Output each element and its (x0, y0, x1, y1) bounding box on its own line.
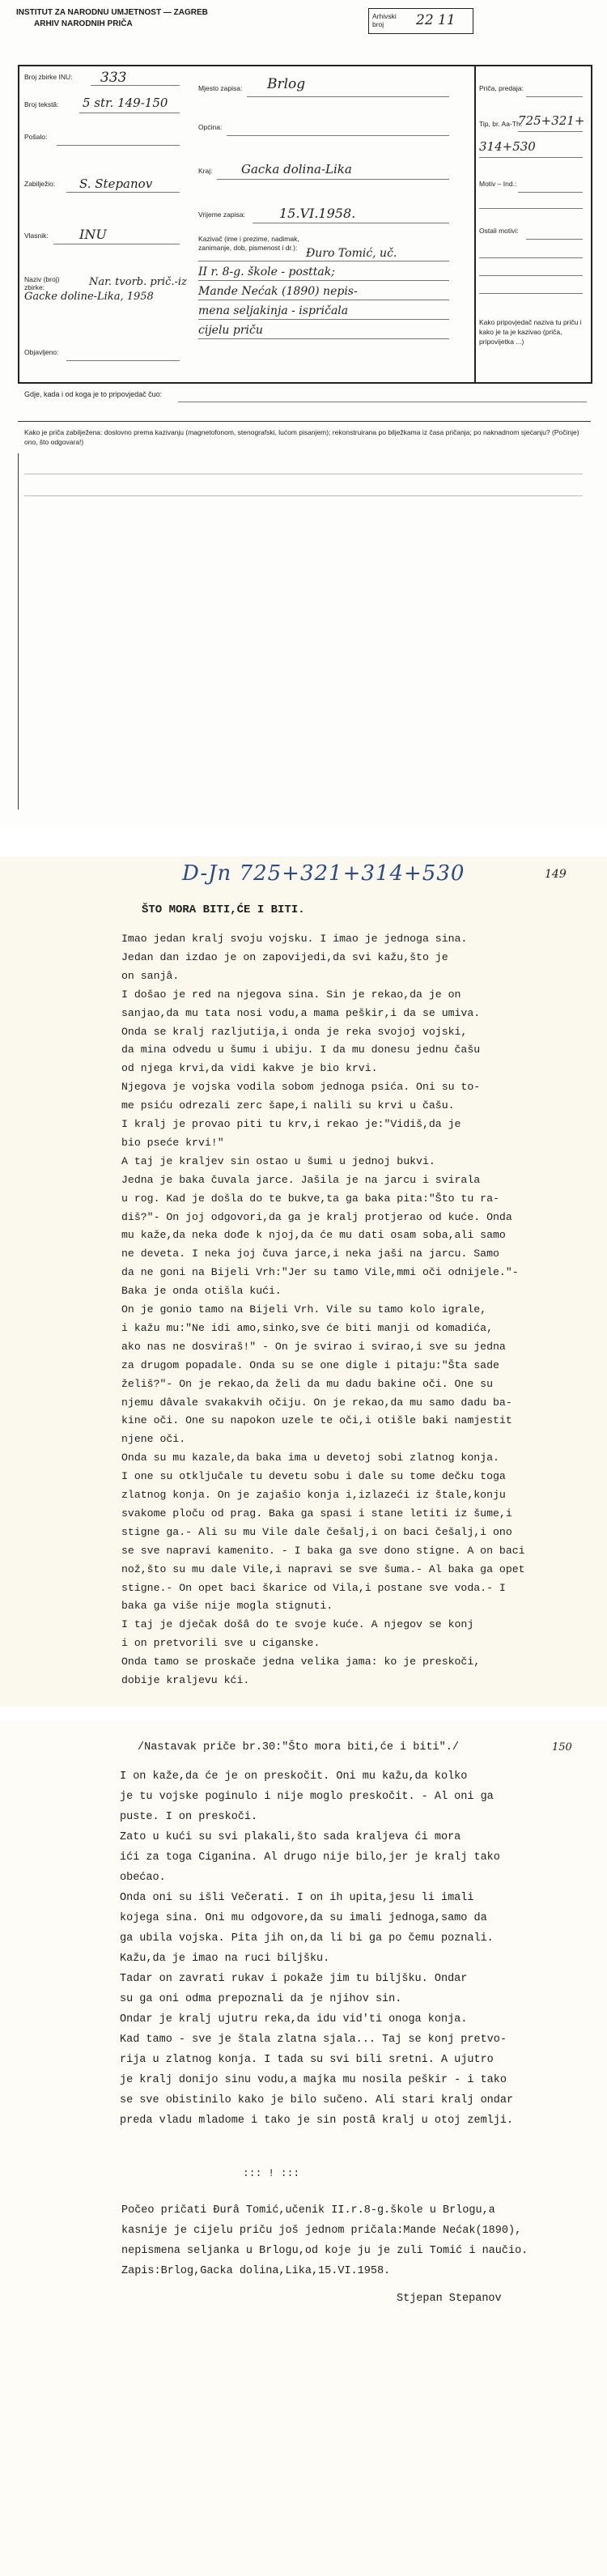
text-line: da ne goni na Bijeli Vrh:"Jer su tamo Vile,mmi oči odnijele."- (121, 1266, 519, 1279)
text-line: je kralj donijo sinu vodu,a majka mu nosila peškir - i tako (120, 2074, 507, 2086)
text-line: dobije kraljevu kći. (121, 1674, 250, 1686)
text-line: za drugom popadale. Onda su se one digle i pitaju:"Šta sade (121, 1358, 499, 1371)
underline (479, 257, 583, 258)
text-line: Kažu,da je imao na ruci biljšku. (120, 1953, 330, 1965)
archive-number-label: Arhivski broj (372, 12, 397, 28)
text-line: sanjao,da mu tata nosi vodu,a mama peškir,i da se umiva. (121, 1006, 481, 1019)
field-value-owner: INU (79, 227, 107, 242)
underline (66, 192, 180, 193)
text-line: Baka je onda otišla kući. (121, 1285, 282, 1298)
archive-name: ARHIV NARODNIH PRIČA (34, 19, 133, 28)
field-value-texts: 5 str. 149-150 (83, 96, 168, 110)
type-annotation: D-Jn 725+321+314+530 (182, 861, 465, 886)
field-label-other-motifs: Ostali motivi: (479, 227, 519, 235)
underline (479, 157, 583, 158)
underline (479, 293, 583, 294)
text-line: I kralj je provao piti tu krv,i rekao je:"Vidiš,da je (121, 1118, 461, 1130)
field-value-type-1: 725+321+ (518, 113, 585, 128)
text-line: nepismena seljanka u Brlogu,od koje ju je zuli Tomić i naučio. (121, 2245, 528, 2257)
page-gap (0, 1707, 607, 1720)
underline (526, 96, 583, 97)
page-number: 150 (552, 1741, 572, 1753)
field-label-collection: Broj zbirke INU: (24, 73, 73, 81)
field-label-collection-name: Naziv (broj) zbirke: (24, 275, 60, 291)
text-line: Onda tamo se proskače jedna velika jama: ko je preskoči, (121, 1656, 481, 1668)
text-line: stigne.- On opet baci škarice od Vila,i postane sve voda.- I (121, 1581, 506, 1594)
text-line: da mina odvedu u šumu i ubiju. I da mu donesu jednu čašu (121, 1044, 481, 1056)
story-page-2 (0, 1720, 607, 2576)
underline (526, 239, 583, 240)
text-line: i on pretvorili sve u ciganske. (121, 1637, 320, 1650)
text-line: Jedna je baka čuvala jarce. Jašila je na jarcu i svirala (121, 1173, 481, 1186)
continuation-heading: /Nastavak priče br.30:"Što mora biti,će i biti"./ (138, 1741, 459, 1753)
text-line: njemu dâvale svakakvih očiju. On je rekao,da mu samo dadu ba- (121, 1396, 512, 1409)
underline (479, 208, 583, 209)
text-line: me psiću odrezali zerc šape,i nalili su krvi u čašu. (121, 1099, 455, 1112)
text-line: Počeo pričati Đurâ Tomić,učenik II.r.8-g.škole u Brlogu,a (121, 2204, 495, 2217)
underline (518, 192, 583, 193)
text-line: kasnije je cijelu priču još jednom pričala:Mande Nećak(1890), (121, 2225, 522, 2237)
text-line: on sanjâ. (121, 969, 180, 982)
text-line: kojega sina. Oni mu odgovore,da su imali jednoga,samo da (120, 1912, 487, 1924)
text-line: ga ubila vojska. Pita jih on,da li bi ga po čemu poznali. (120, 1932, 494, 1945)
text-line: puste. I on preskoči. (120, 1811, 258, 1823)
text-line: Tadar on zavrati rukav i pokaže jim tu biljšku. Ondar (120, 1973, 468, 1985)
field-value-collection-name: Nar. tvorb. prič.-iz Gacke doline-Lika, 1958 (24, 276, 187, 303)
text-line: Ondar je kralj ujutru reka,da idu vid'ti onoga konja. (120, 2013, 468, 2026)
institute-name: INSTITUT ZA NARODNU UMJETNOST — ZAGREB (16, 8, 208, 17)
page-gap (0, 826, 607, 857)
field-label-municipality: Općina: (198, 123, 223, 131)
margin-line (18, 453, 19, 810)
underline (247, 96, 449, 97)
right-column-divider (474, 66, 476, 382)
field-label-recorder: Zabilježio: (24, 180, 56, 188)
narrator-naming-note: Kako pripovjedač naziva tu priču i kako je ta je kazivao (priča, pripovijetka ...) (479, 318, 582, 346)
section-separator: ::: ! ::: (243, 2167, 300, 2179)
text-line: od njega krvi,da vidi kakve je bio krvi. (121, 1062, 378, 1075)
text-line: Onda su mu kazale,da baka ima u devetoj sobi zlatnog konja. (121, 1452, 499, 1464)
narrator-line: cijelu priču (198, 324, 263, 337)
field-label-sent: Pošalo: (24, 133, 48, 141)
field-label-date: Vrijeme zapisa: (198, 210, 245, 219)
text-line: bio pseće krvi!" (121, 1136, 224, 1149)
recording-method-note: Kako je priča zabilježena: doslovno prema kazivanju (magnetofonom, stenografski, lućom pisanjem); rekonstruirana po bilježkama iz časa pričanja; po naknadnom sjećanju? (Počinje) ono, što odgovara!) (24, 428, 579, 446)
narrator-line: mena seljakinja - ispričala (198, 304, 349, 317)
text-line: Njegova je vojska vodila sobom jednoga psića. Oni su to- (121, 1081, 481, 1094)
narrator-line: Đuro Tomić, uč. (306, 247, 397, 260)
archive-card-page (0, 0, 607, 826)
underline (198, 338, 449, 339)
narrator-line: Mande Nećak (1890) nepis- (198, 285, 358, 298)
archive-number-value: 22 11 (416, 12, 456, 28)
field-value-recorder: S. Stepanov (79, 176, 153, 191)
underline (479, 275, 583, 276)
text-line: On je gonio tamo na Bijeli Vrh. Vile su tamo kolo igrale, (121, 1303, 487, 1316)
story-title: ŠTO MORA BITI,ĆE I BITI. (142, 903, 305, 916)
underline (227, 135, 449, 136)
story-page-1 (0, 857, 607, 1707)
underline (66, 360, 180, 361)
text-line: preda vladu mladome i tako je sin postâ kralj u otoj zemlji. (120, 2115, 514, 2127)
text-line: Imao jedan kralj svoju vojsku. I imao je jednoga sina. (121, 933, 468, 945)
field-value-date: 15.VI.1958. (279, 206, 356, 221)
text-line: njene oči. (121, 1433, 186, 1446)
text-line: I taj je dječak došâ do te svoje kuće. A njegov se konj (121, 1618, 474, 1631)
field-value-collection: 333 (100, 70, 127, 86)
text-line: ići za toga Ciganina. Al drugo nije bilo,jer je kralj tako (120, 1851, 500, 1864)
text-line: obećao. (120, 1872, 166, 1884)
field-value-place: Brlog (267, 76, 306, 92)
field-label-type: Tip, br. Aa-Th: (479, 120, 523, 128)
field-label-texts: Broj tekstâ: (24, 100, 59, 108)
text-line: rija u zlatnog konja. I tada su svi bili sretni. A ujutro (120, 2054, 494, 2066)
text-line: su ga oni odma prepoznali da je njihov sin. (120, 1993, 402, 2005)
recorder-signature: Stjepan Stepanov (397, 2293, 502, 2305)
field-label-published: Objavljeno: (24, 348, 59, 356)
archive-number-box (368, 8, 473, 34)
field-label-narrator: Kazivač (ime i prezime, nadimak, zanimanje, dob, pismenost i dr.): (198, 235, 299, 252)
text-line: diš?"- On joj odgovori,da ga je kralj protjerao od kuće. Onda (121, 1210, 512, 1223)
underline (198, 280, 449, 281)
text-line: ne deveta. I neka joj čuva jarce,i neka jaši na jarcu. Samo (121, 1248, 499, 1260)
field-value-region: Gacka dolina-Lika (241, 162, 352, 176)
underline (24, 495, 583, 496)
text-line: Zapis:Brlog,Gacka dolina,Lika,15.VI.1958. (121, 2265, 391, 2277)
text-line: želiš?"- On je rekao,da želi da mu dadu bakine oči. One su (121, 1377, 493, 1390)
text-line: i kažu mu:"Ne idi amo,sinko,sve će biti manji od komadića, (121, 1321, 493, 1334)
page-number: 149 (545, 868, 567, 881)
text-line: Zato u kući su svi plakali,što sada kraljeva ći mora (120, 1831, 461, 1843)
where-when-label: Gdje, kada i od koga je to pripovjedač čuo: (24, 390, 163, 398)
field-value-type-2: 314+530 (479, 139, 536, 154)
narrator-line: II r. 8-g. škole - posttak; (198, 266, 335, 278)
text-line: stigne ga.- Ali su mu Vile dale češalj,i on baci češalj,i ono (121, 1525, 512, 1538)
text-line: svakome ploču od prag. Baka ga spasi i stane letiti iz šume,i (121, 1507, 512, 1520)
text-line: u rog. Kad je došla do te bukve,ta ga baka pita:"Što tu ra- (121, 1192, 499, 1205)
text-line: se sve obistinilo kako je bilo sučeno. Ali stari kralj ondar (120, 2094, 514, 2106)
separator-line (18, 421, 591, 422)
text-line: A taj je kraljev sin ostao u šumi u jednoj bukvi. (121, 1154, 435, 1167)
underline (57, 145, 180, 146)
text-line: baka ga više nije mogla stignuti. (121, 1600, 333, 1613)
text-line: Onda oni su išli Večerati. I on ih upita,jesu li imali (120, 1892, 474, 1904)
text-line: se sve napravi kamenito. - I baka ga sve dono stigne. A on baci (121, 1544, 525, 1557)
text-line: Onda se kralj razljutija,i onda je reka svojoj vojski, (121, 1025, 468, 1038)
field-label-place: Mjesto zapisa: (198, 84, 243, 92)
underline (217, 179, 449, 180)
text-line: Kad tamo - sve je štala zlatna sjala... Taj se konj pretvo- (120, 2034, 507, 2046)
text-line: I one su otključale tu devetu sobu i dale su tome dečku toga (121, 1470, 506, 1483)
text-line: I on kaže,da će je on preskočit. Oni mu kažu,da kolko (120, 1770, 468, 1783)
text-line: nož,što su mu dale Vile,i napravi se sve šuma.- Al baka ga opet (121, 1562, 525, 1575)
text-line: kine oči. One su napokon uzele te oči,i otišle baki namjestit (121, 1414, 512, 1427)
text-line: I došao je red na njegova sina. Sin je rekao,da je on (121, 988, 461, 1001)
underline (518, 131, 583, 132)
field-label-region: Kraj: (198, 167, 213, 175)
text-line: Jedan dan izdao je on zapovijedi,da svi kažu,što je (121, 950, 448, 963)
field-label-motif: Motiv – Ind.: (479, 180, 517, 188)
text-line: ako nas ne dosviraš!" - On je svirao i svirao,i sve su jedna (121, 1340, 506, 1353)
text-line: je tu vojske poginulo i nije moglo preskočit. - Al oni ga (120, 1791, 494, 1803)
underline (198, 319, 449, 320)
field-label-story: Priča, predaja: (479, 84, 524, 92)
field-label-owner: Vlasnik: (24, 232, 49, 240)
text-line: mu kaže,da neka dođe k njoj,da će mu dati osam soba,ali samo (121, 1229, 506, 1242)
text-line: zlatnog konja. On je zajašio konja i,izlazeći iz štale,konju (121, 1489, 506, 1501)
